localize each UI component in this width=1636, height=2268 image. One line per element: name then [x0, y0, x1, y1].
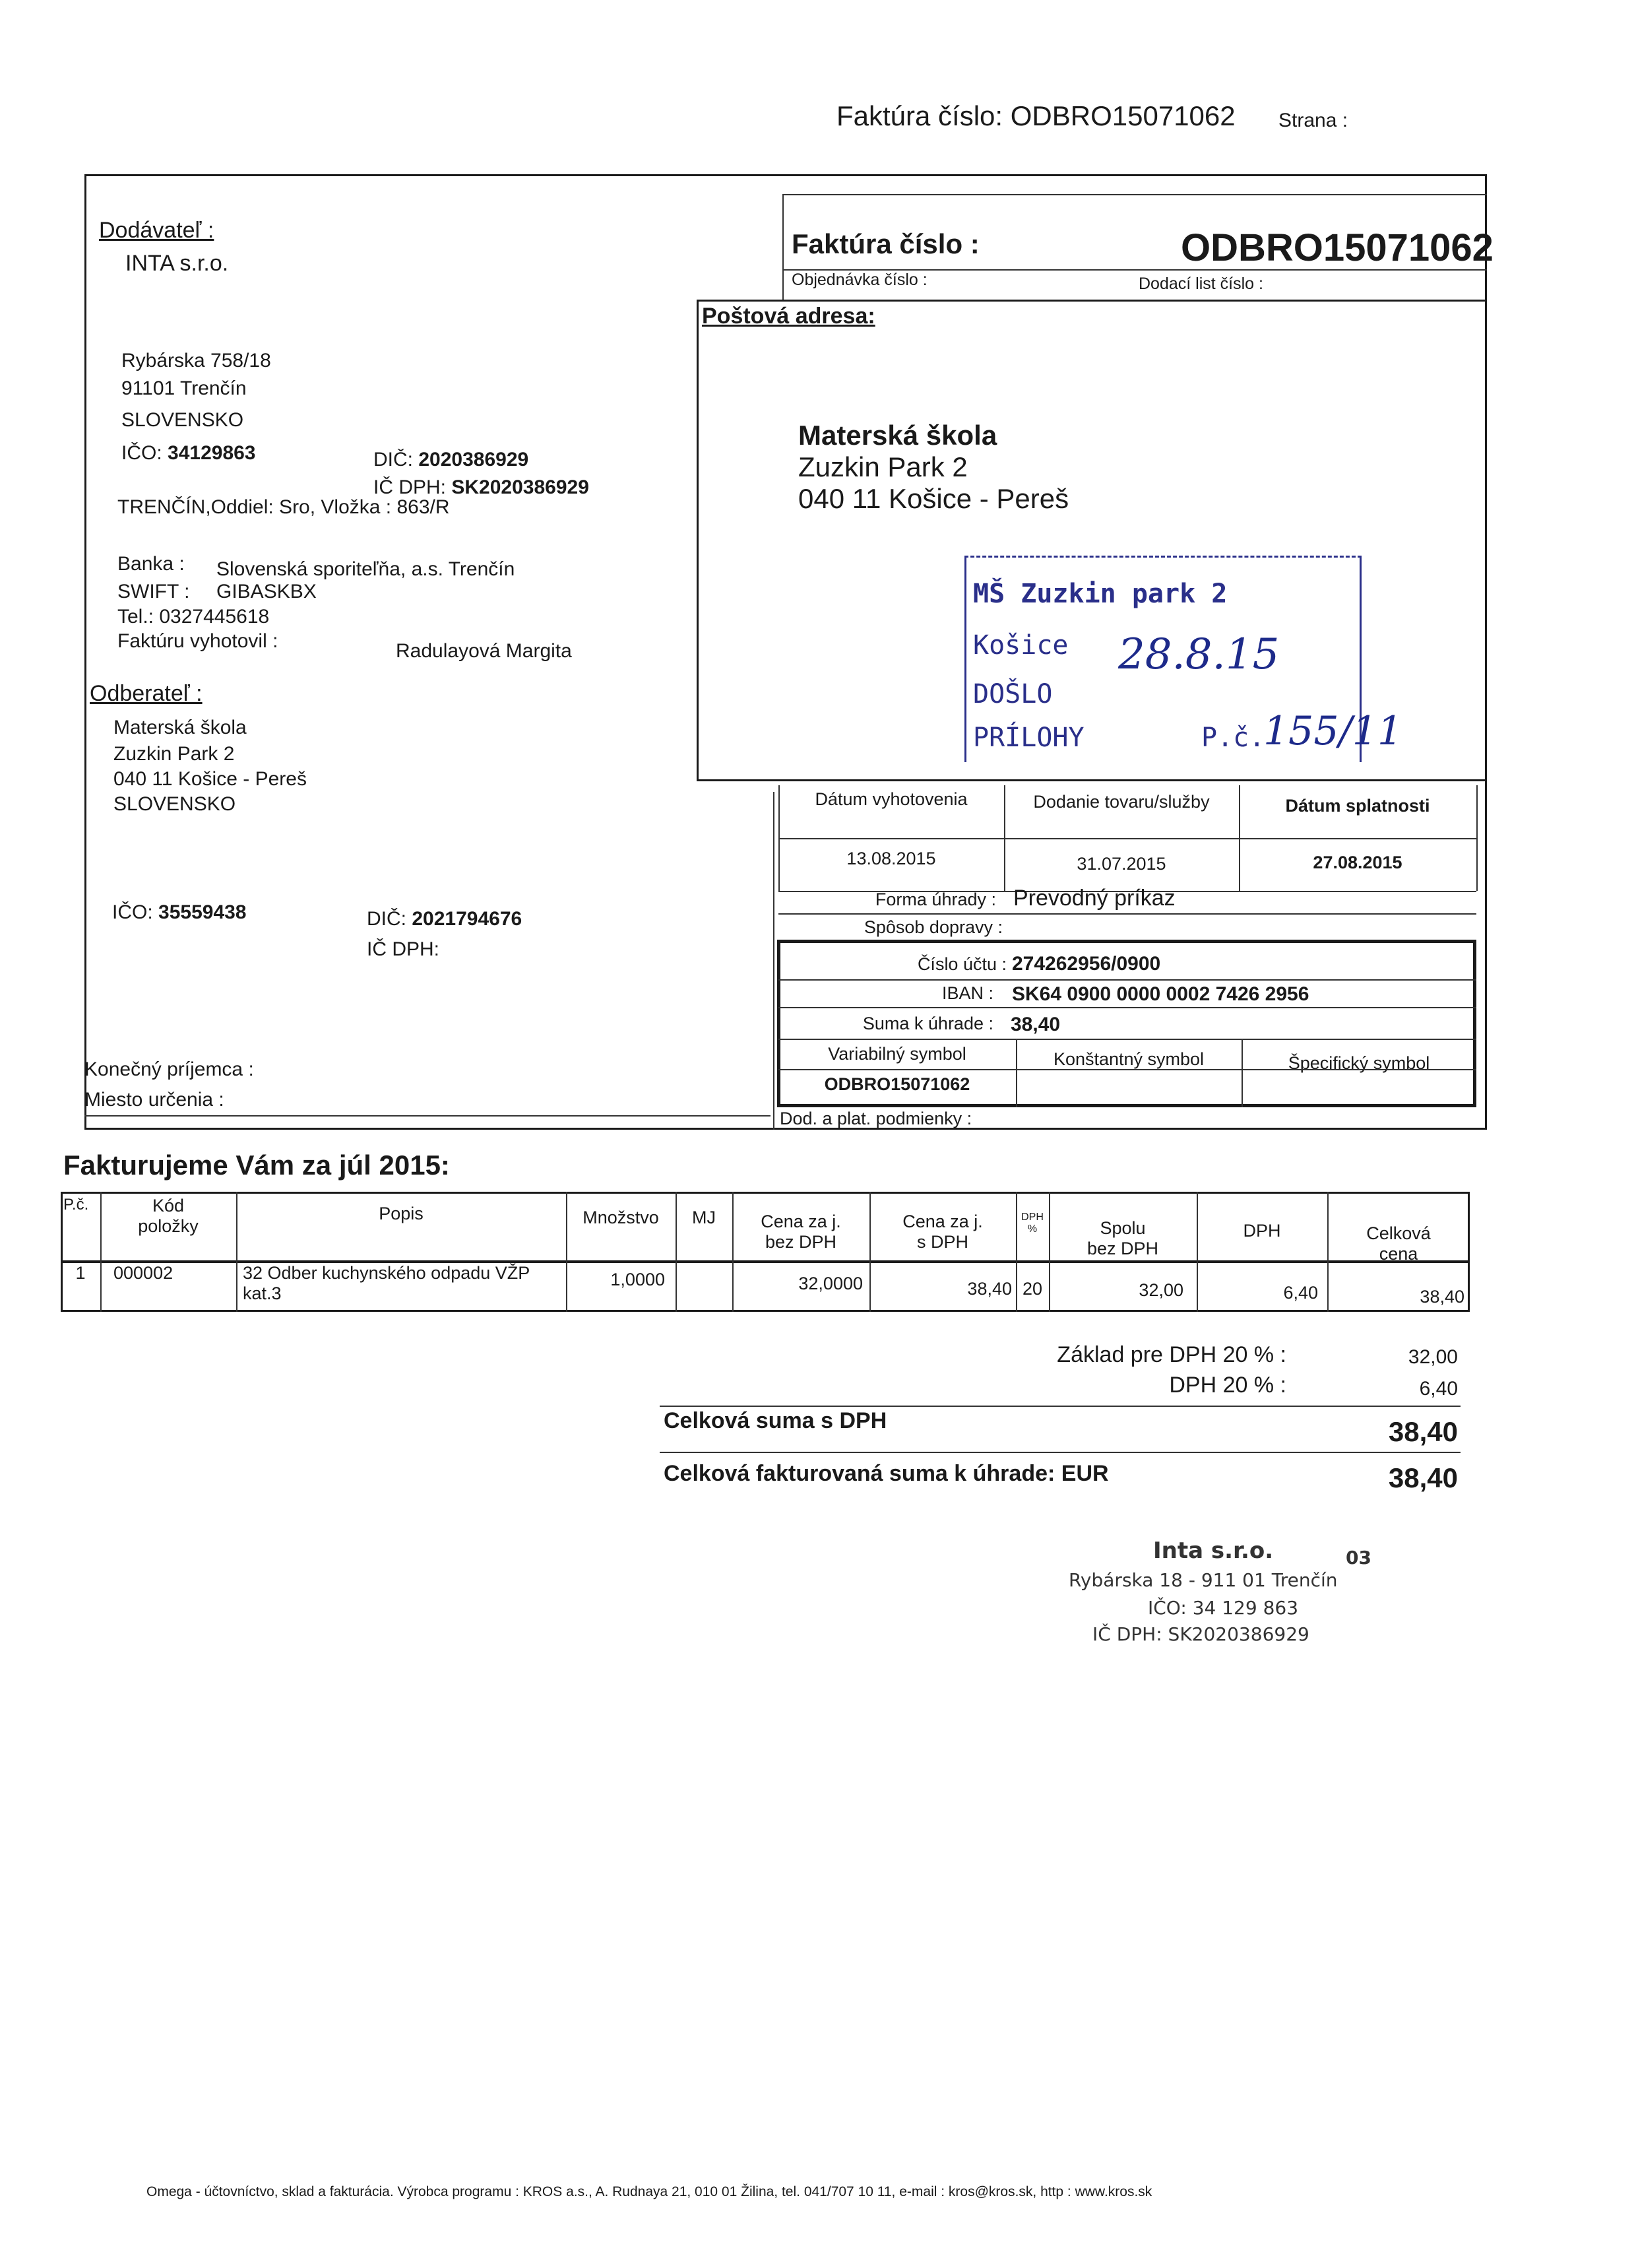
delivery-date-label: Dodanie tovaru/služby — [1033, 792, 1210, 812]
customer-ico: IČO: 35559438 — [112, 901, 247, 923]
th-total: Celková cena — [1366, 1223, 1431, 1264]
handwritten-number: 155/11 — [1263, 708, 1403, 754]
ks-label: Konštantný symbol — [1053, 1049, 1205, 1069]
postal-street: Zuzkin Park 2 — [798, 451, 968, 482]
vat-base: 32,00 — [1408, 1346, 1458, 1368]
vat-label: DPH 20 % : — [1169, 1373, 1286, 1398]
th-desc: Popis — [379, 1204, 424, 1223]
invoice-number: ODBRO15071062 — [1181, 226, 1494, 269]
handwritten-date: 28.8.15 — [1118, 630, 1280, 679]
delivery-date: 31.07.2015 — [1077, 854, 1166, 874]
transport-label: Spôsob dopravy : — [864, 917, 1003, 937]
amount-label: Suma k úhrade : — [862, 1014, 993, 1033]
supplier-bank-label: Banka : — [117, 553, 185, 575]
invoice-label: Faktúra číslo : — [792, 228, 980, 259]
supplier-heading: Dodávateľ : — [99, 218, 214, 243]
account-number: 274262956/0900 — [1012, 953, 1161, 975]
final-recipient-label: Konečný príjemca : — [84, 1058, 254, 1080]
supplier-ico: IČO: 34129863 — [121, 442, 256, 464]
amount-due: 38,40 — [1011, 1014, 1061, 1035]
th-qty: Množstvo — [582, 1208, 659, 1227]
customer-name: Materská škola — [113, 717, 247, 738]
payment-method: Prevodný príkaz — [1013, 886, 1176, 911]
th-pc: P.č. — [63, 1196, 89, 1214]
supplier-tel: Tel.: 0327445618 — [117, 606, 270, 628]
customer-heading: Odberateľ : — [90, 681, 203, 706]
total-due-label: Celková fakturovaná suma k úhrade: EUR — [664, 1461, 1109, 1486]
customer-dic: DIČ: 2021794676 — [367, 908, 522, 930]
due-date: 27.08.2015 — [1313, 853, 1402, 872]
supplier-street: Rybárska 758/18 — [121, 350, 271, 372]
iban: SK64 0900 0000 0002 7426 2956 — [1012, 983, 1309, 1005]
supplier-swift-label: SWIFT : — [117, 581, 190, 602]
postal-name: Materská škola — [798, 420, 997, 451]
supplier-city: 91101 Trenčín — [121, 377, 247, 399]
customer-city: 040 11 Košice - Pereš — [113, 768, 307, 790]
issue-date-label: Dátum vyhotovenia — [815, 789, 968, 809]
supplier-register: TRENČÍN,Oddiel: Sro, Vložka : 863/R — [117, 496, 450, 518]
due-date-label: Dátum splatnosti — [1285, 796, 1430, 816]
vs-label: Variabilný symbol — [828, 1044, 966, 1064]
postal-heading: Poštová adresa: — [702, 304, 875, 329]
total-vat-label: Celková suma s DPH — [664, 1408, 887, 1433]
issue-date: 13.08.2015 — [846, 849, 936, 868]
supplier-name: INTA s.r.o. — [125, 251, 229, 276]
delivery-note-label: Dodací list číslo : — [1139, 275, 1263, 293]
vat-amount: 6,40 — [1419, 1378, 1458, 1400]
th-unit-in: Cena za j. s DPH — [902, 1212, 983, 1252]
variable-symbol: ODBRO15071062 — [824, 1074, 970, 1094]
iban-label: IBAN : — [941, 983, 993, 1003]
th-total-ex: Spolu bez DPH — [1086, 1218, 1159, 1259]
supplier-bank: Slovenská sporiteľňa, a.s. Trenčín — [216, 558, 515, 580]
issued-by-label: Faktúru vyhotovil : — [117, 630, 278, 652]
terms-label: Dod. a plat. podmienky : — [780, 1109, 972, 1128]
destination-label: Miesto určenia : — [84, 1089, 224, 1111]
customer-street: Zuzkin Park 2 — [113, 743, 235, 765]
th-vat-pct: DPH % — [1021, 1212, 1044, 1235]
th-vat: DPH — [1243, 1221, 1281, 1241]
ss-label: Špecifický symbol — [1288, 1053, 1430, 1073]
billing-heading: Fakturujeme Vám za júl 2015: — [63, 1150, 450, 1181]
supplier-dic: DIČ: 2020386929 — [373, 449, 529, 470]
vat-base-label: Základ pre DPH 20 % : — [1057, 1342, 1286, 1367]
receipt-stamp: MŠ Zuzkin park 2 Košice DOŠLO PRÍLOHY P.č. 28.8.15 155/11 — [964, 556, 1362, 762]
postal-city: 040 11 Košice - Pereš — [798, 483, 1069, 514]
company-stamp: Inta s.r.o. 03 Rybárska 18 - 911 01 Trenčín IČO: 34 129 863 IČ DPH: SK2020386929 — [1069, 1538, 1371, 1645]
total-vat: 38,40 — [1388, 1416, 1458, 1447]
account-label: Číslo účtu : — [917, 954, 1007, 974]
page-label: Strana : — [1278, 110, 1348, 131]
payment-method-label: Forma úhrady : — [875, 890, 996, 909]
issued-by: Radulayová Margita — [396, 640, 572, 662]
customer-icdph-label: IČ DPH: — [367, 938, 440, 960]
total-due: 38,40 — [1388, 1462, 1458, 1493]
supplier-icdph: IČ DPH: SK2020386929 — [373, 476, 589, 498]
th-code: Kód položky — [138, 1196, 199, 1237]
supplier-swift: GIBASKBX — [216, 581, 317, 602]
customer-country: SLOVENSKO — [113, 793, 236, 815]
footer-text: Omega - účtovníctvo, sklad a fakturácia. Výrobca programu : KROS a.s., A. Rudnaya 21, 010 01 Žilina, tel. 041/707 10 11, e-mail : kros@kros.sk, http : www.kros.sk — [146, 2184, 1152, 2199]
th-mj: MJ — [692, 1208, 716, 1227]
page-invoice-number: Faktúra číslo: ODBRO15071062 — [836, 100, 1236, 131]
order-number-label: Objednávka číslo : — [792, 271, 928, 289]
supplier-country: SLOVENSKO — [121, 409, 244, 431]
th-unit-ex: Cena za j. bez DPH — [761, 1212, 841, 1252]
